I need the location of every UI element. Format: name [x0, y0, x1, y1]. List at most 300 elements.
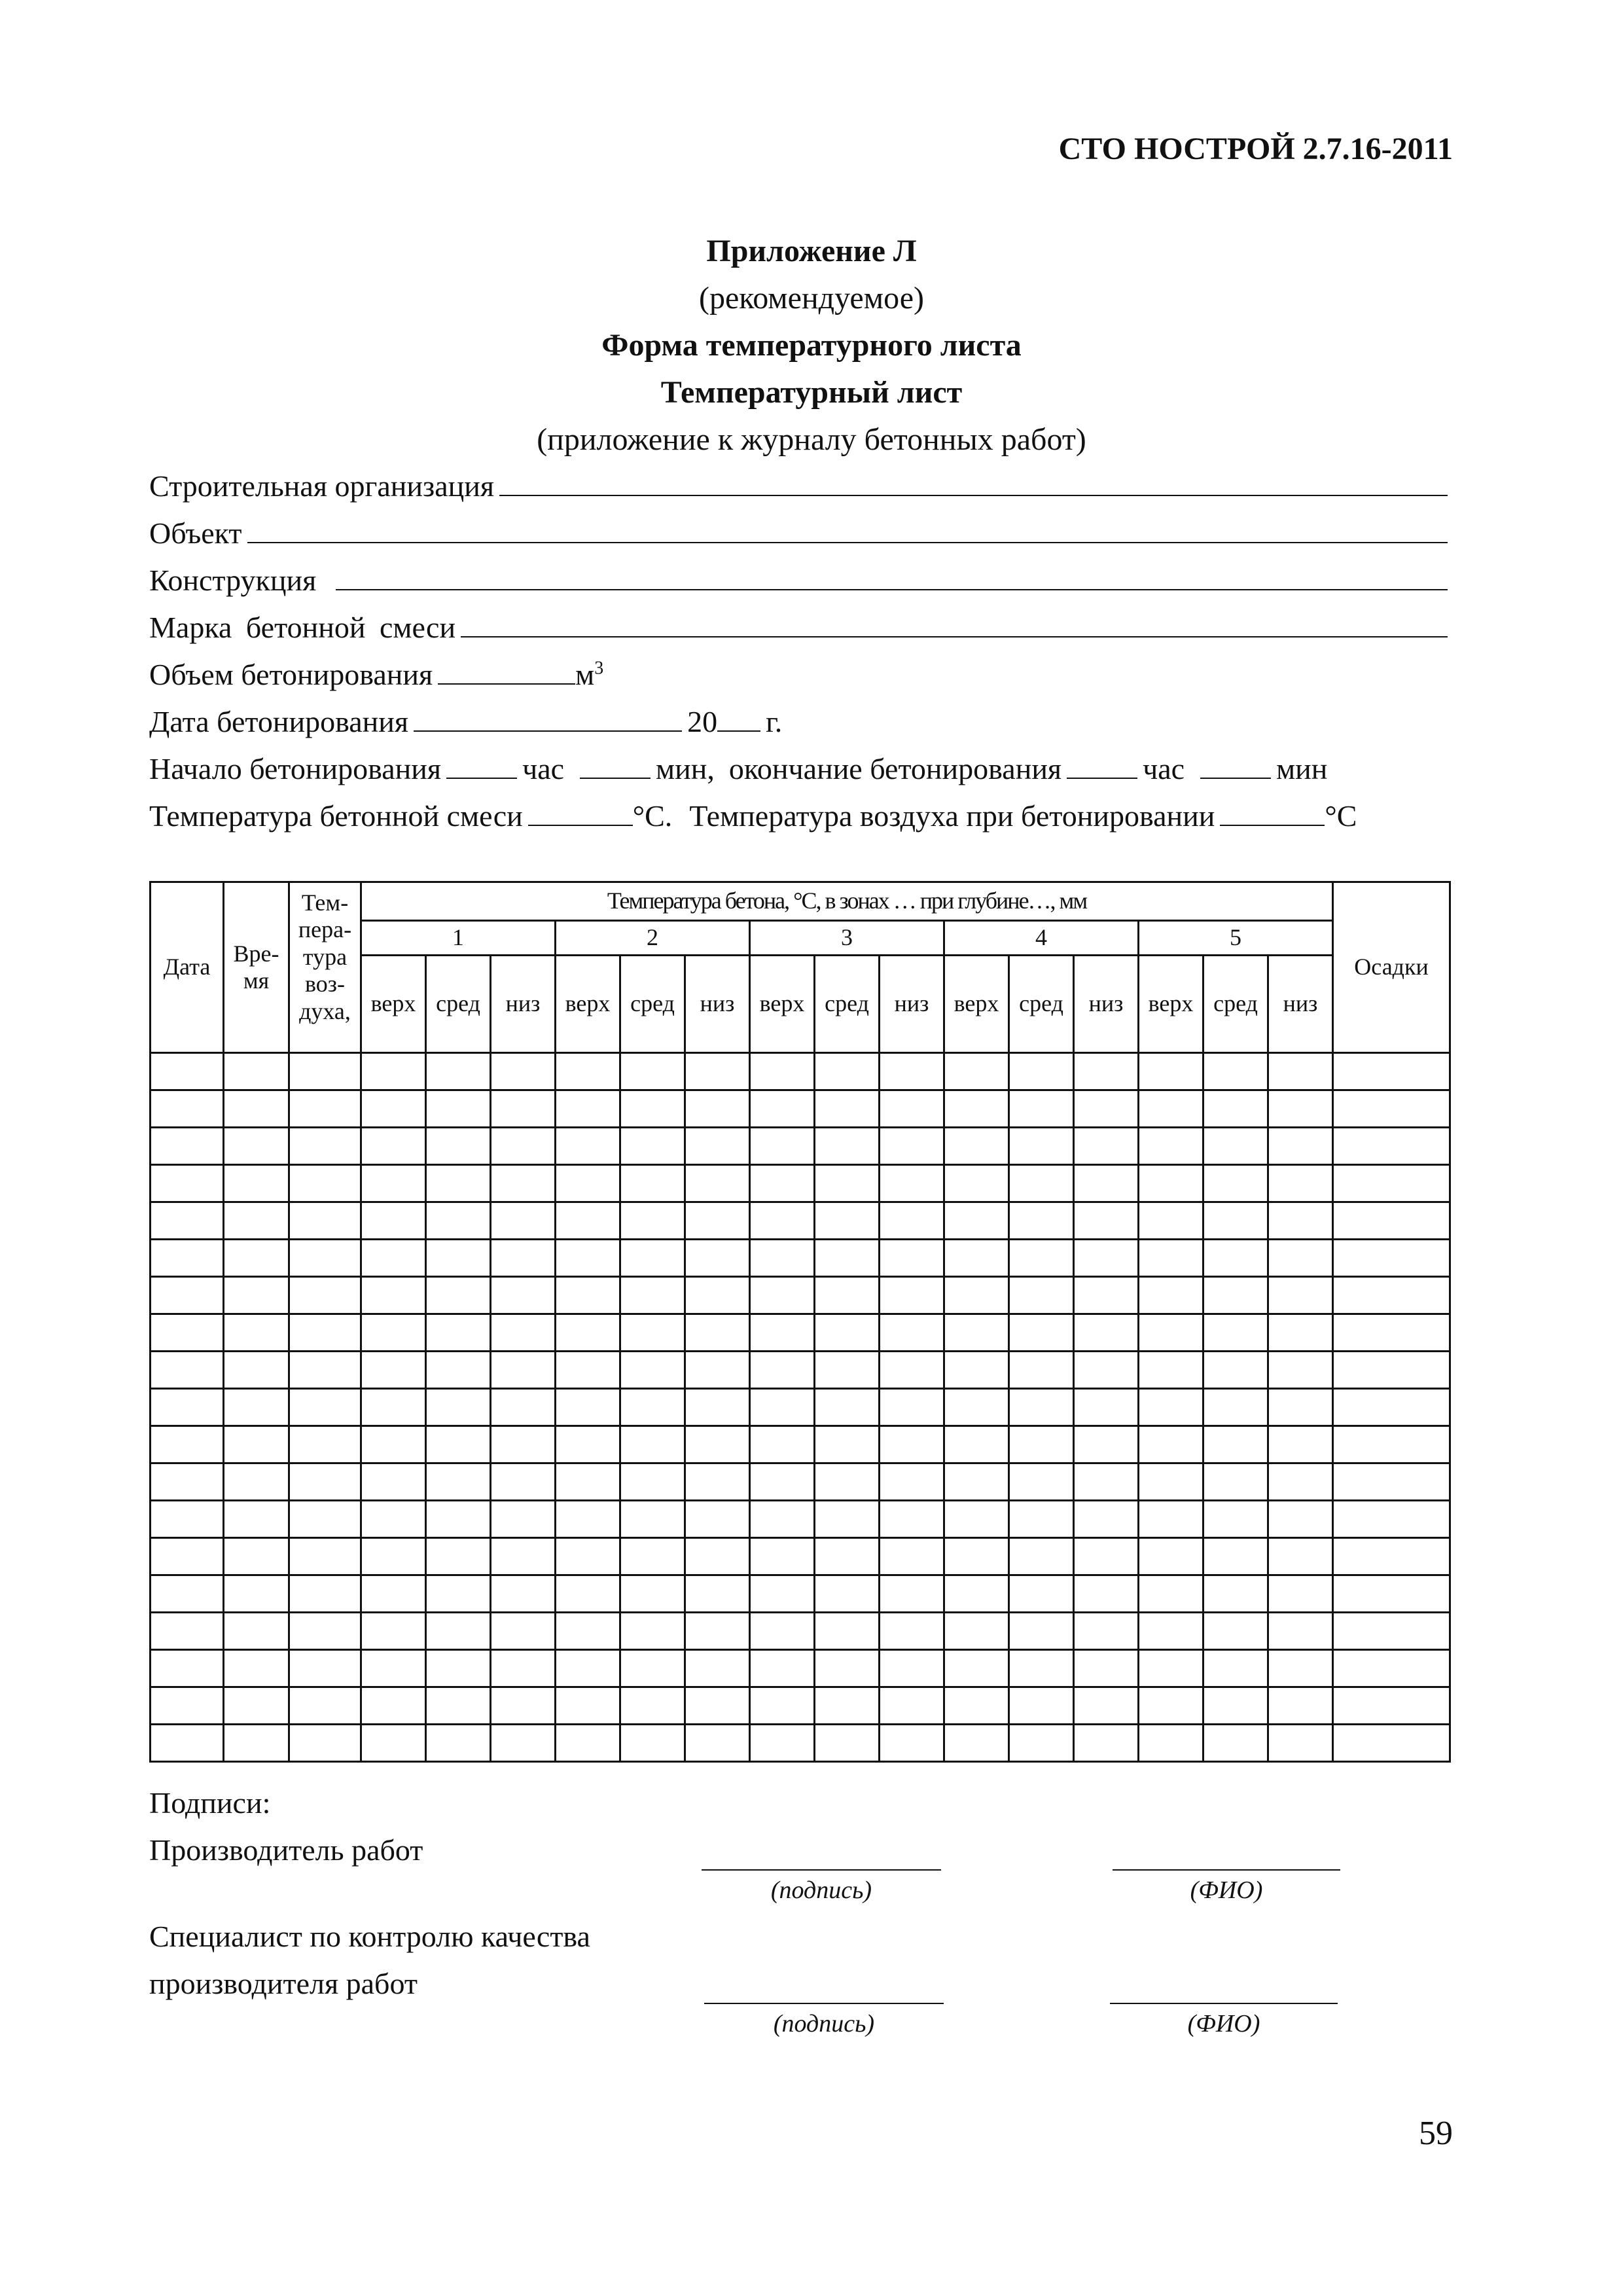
table-cell[interactable] [1268, 1090, 1333, 1128]
table-cell[interactable] [1139, 1352, 1204, 1389]
table-cell[interactable] [620, 1389, 685, 1426]
table-cell[interactable] [289, 1314, 361, 1352]
table-cell[interactable] [880, 1650, 944, 1687]
table-cell[interactable] [426, 1128, 491, 1165]
table-cell[interactable] [944, 1352, 1009, 1389]
table-cell[interactable] [685, 1165, 750, 1202]
table-cell[interactable] [361, 1426, 426, 1463]
table-cell[interactable] [224, 1202, 289, 1240]
table-cell[interactable] [426, 1687, 491, 1725]
table-cell[interactable] [1204, 1725, 1268, 1762]
table-cell[interactable] [880, 1725, 944, 1762]
table-cell[interactable] [750, 1538, 815, 1575]
table-cell[interactable] [224, 1090, 289, 1128]
table-cell[interactable] [685, 1053, 750, 1090]
table-cell[interactable] [289, 1463, 361, 1501]
foreman-name-line[interactable] [1113, 1869, 1340, 1871]
table-cell[interactable] [491, 1053, 556, 1090]
table-cell[interactable] [361, 1277, 426, 1314]
table-cell[interactable] [1204, 1165, 1268, 1202]
table-cell[interactable] [815, 1501, 880, 1538]
table-cell[interactable] [1204, 1426, 1268, 1463]
table-cell[interactable] [944, 1202, 1009, 1240]
table-cell[interactable] [880, 1501, 944, 1538]
table-cell[interactable] [361, 1501, 426, 1538]
table-cell[interactable] [224, 1538, 289, 1575]
table-cell[interactable] [224, 1463, 289, 1501]
table-cell[interactable] [289, 1053, 361, 1090]
table-cell[interactable] [944, 1389, 1009, 1426]
table-cell[interactable] [685, 1128, 750, 1165]
table-cell[interactable] [620, 1650, 685, 1687]
construction-field[interactable] [336, 563, 1448, 590]
table-cell[interactable] [1009, 1538, 1074, 1575]
table-cell[interactable] [1333, 1613, 1450, 1650]
table-cell[interactable] [685, 1687, 750, 1725]
table-cell[interactable] [289, 1165, 361, 1202]
table-cell[interactable] [685, 1501, 750, 1538]
table-cell[interactable] [750, 1575, 815, 1613]
table-cell[interactable] [224, 1314, 289, 1352]
table-cell[interactable] [491, 1463, 556, 1501]
table-cell[interactable] [1074, 1687, 1139, 1725]
table-cell[interactable] [815, 1538, 880, 1575]
table-cell[interactable] [1204, 1463, 1268, 1501]
table-cell[interactable] [1204, 1501, 1268, 1538]
table-cell[interactable] [1268, 1053, 1333, 1090]
table-cell[interactable] [944, 1090, 1009, 1128]
table-cell[interactable] [1074, 1613, 1139, 1650]
table-cell[interactable] [1268, 1501, 1333, 1538]
table-cell[interactable] [1074, 1128, 1139, 1165]
qc-name-line[interactable] [1110, 2003, 1338, 2004]
table-cell[interactable] [815, 1314, 880, 1352]
table-cell[interactable] [289, 1389, 361, 1426]
table-cell[interactable] [944, 1463, 1009, 1501]
table-cell[interactable] [620, 1725, 685, 1762]
table-cell[interactable] [620, 1463, 685, 1501]
table-cell[interactable] [361, 1165, 426, 1202]
table-cell[interactable] [815, 1090, 880, 1128]
table-cell[interactable] [750, 1314, 815, 1352]
table-cell[interactable] [1009, 1314, 1074, 1352]
table-cell[interactable] [556, 1613, 620, 1650]
table-cell[interactable] [1009, 1053, 1074, 1090]
table-cell[interactable] [426, 1090, 491, 1128]
table-cell[interactable] [491, 1725, 556, 1762]
table-cell[interactable] [1268, 1613, 1333, 1650]
table-cell[interactable] [685, 1240, 750, 1277]
table-cell[interactable] [944, 1650, 1009, 1687]
table-cell[interactable] [151, 1240, 224, 1277]
table-cell[interactable] [426, 1202, 491, 1240]
table-cell[interactable] [750, 1128, 815, 1165]
table-cell[interactable] [1204, 1090, 1268, 1128]
table-cell[interactable] [151, 1650, 224, 1687]
table-cell[interactable] [620, 1277, 685, 1314]
table-cell[interactable] [289, 1538, 361, 1575]
table-cell[interactable] [1009, 1202, 1074, 1240]
table-cell[interactable] [1139, 1575, 1204, 1613]
table-cell[interactable] [289, 1240, 361, 1277]
table-cell[interactable] [1268, 1240, 1333, 1277]
table-cell[interactable] [151, 1277, 224, 1314]
table-cell[interactable] [361, 1613, 426, 1650]
table-cell[interactable] [361, 1090, 426, 1128]
table-cell[interactable] [1139, 1463, 1204, 1501]
table-cell[interactable] [1268, 1389, 1333, 1426]
table-cell[interactable] [620, 1613, 685, 1650]
table-cell[interactable] [750, 1090, 815, 1128]
table-cell[interactable] [750, 1463, 815, 1501]
table-cell[interactable] [151, 1314, 224, 1352]
table-cell[interactable] [1074, 1277, 1139, 1314]
table-cell[interactable] [685, 1538, 750, 1575]
mix-temp-field[interactable] [528, 798, 633, 826]
table-cell[interactable] [556, 1501, 620, 1538]
table-cell[interactable] [151, 1463, 224, 1501]
table-cell[interactable] [289, 1202, 361, 1240]
table-cell[interactable] [1204, 1314, 1268, 1352]
table-cell[interactable] [289, 1575, 361, 1613]
table-cell[interactable] [1268, 1687, 1333, 1725]
table-cell[interactable] [1074, 1575, 1139, 1613]
table-cell[interactable] [361, 1463, 426, 1501]
table-cell[interactable] [361, 1352, 426, 1389]
table-cell[interactable] [750, 1650, 815, 1687]
table-cell[interactable] [944, 1426, 1009, 1463]
table-cell[interactable] [750, 1352, 815, 1389]
table-cell[interactable] [1268, 1575, 1333, 1613]
table-cell[interactable] [620, 1240, 685, 1277]
table-cell[interactable] [880, 1090, 944, 1128]
table-cell[interactable] [1333, 1725, 1450, 1762]
table-cell[interactable] [1333, 1090, 1450, 1128]
table-cell[interactable] [151, 1725, 224, 1762]
table-cell[interactable] [556, 1277, 620, 1314]
table-cell[interactable] [151, 1053, 224, 1090]
table-cell[interactable] [1204, 1687, 1268, 1725]
table-cell[interactable] [1333, 1501, 1450, 1538]
table-cell[interactable] [361, 1538, 426, 1575]
table-cell[interactable] [491, 1202, 556, 1240]
table-cell[interactable] [1204, 1053, 1268, 1090]
table-cell[interactable] [880, 1352, 944, 1389]
table-cell[interactable] [685, 1575, 750, 1613]
table-cell[interactable] [750, 1240, 815, 1277]
table-cell[interactable] [1333, 1277, 1450, 1314]
table-cell[interactable] [556, 1389, 620, 1426]
table-cell[interactable] [426, 1501, 491, 1538]
table-cell[interactable] [1333, 1053, 1450, 1090]
table-cell[interactable] [491, 1575, 556, 1613]
table-cell[interactable] [880, 1538, 944, 1575]
table-cell[interactable] [289, 1650, 361, 1687]
table-cell[interactable] [815, 1575, 880, 1613]
table-cell[interactable] [1139, 1389, 1204, 1426]
table-cell[interactable] [491, 1538, 556, 1575]
table-cell[interactable] [685, 1202, 750, 1240]
table-cell[interactable] [491, 1687, 556, 1725]
table-cell[interactable] [620, 1165, 685, 1202]
table-cell[interactable] [685, 1090, 750, 1128]
table-cell[interactable] [151, 1090, 224, 1128]
table-cell[interactable] [620, 1053, 685, 1090]
table-cell[interactable] [1204, 1650, 1268, 1687]
table-cell[interactable] [426, 1426, 491, 1463]
table-cell[interactable] [151, 1128, 224, 1165]
table-cell[interactable] [1333, 1202, 1450, 1240]
table-cell[interactable] [1333, 1426, 1450, 1463]
table-cell[interactable] [556, 1463, 620, 1501]
table-cell[interactable] [1139, 1090, 1204, 1128]
table-cell[interactable] [1139, 1501, 1204, 1538]
table-cell[interactable] [556, 1090, 620, 1128]
table-cell[interactable] [944, 1501, 1009, 1538]
table-cell[interactable] [1009, 1463, 1074, 1501]
table-cell[interactable] [224, 1575, 289, 1613]
table-cell[interactable] [1333, 1389, 1450, 1426]
table-cell[interactable] [224, 1053, 289, 1090]
table-cell[interactable] [1268, 1725, 1333, 1762]
table-cell[interactable] [1074, 1389, 1139, 1426]
table-cell[interactable] [685, 1613, 750, 1650]
table-cell[interactable] [1139, 1128, 1204, 1165]
table-cell[interactable] [1139, 1650, 1204, 1687]
table-cell[interactable] [1139, 1240, 1204, 1277]
table-cell[interactable] [289, 1687, 361, 1725]
table-cell[interactable] [151, 1538, 224, 1575]
table-cell[interactable] [1333, 1538, 1450, 1575]
table-cell[interactable] [1204, 1202, 1268, 1240]
table-cell[interactable] [426, 1165, 491, 1202]
table-cell[interactable] [1009, 1426, 1074, 1463]
date-field[interactable] [414, 704, 682, 732]
table-cell[interactable] [1074, 1240, 1139, 1277]
table-cell[interactable] [556, 1650, 620, 1687]
table-cell[interactable] [1204, 1128, 1268, 1165]
table-cell[interactable] [1333, 1128, 1450, 1165]
table-cell[interactable] [224, 1352, 289, 1389]
table-cell[interactable] [426, 1314, 491, 1352]
table-cell[interactable] [1074, 1314, 1139, 1352]
table-cell[interactable] [750, 1426, 815, 1463]
table-cell[interactable] [1204, 1277, 1268, 1314]
end-hour-field[interactable] [1067, 751, 1137, 779]
table-cell[interactable] [1268, 1314, 1333, 1352]
table-cell[interactable] [944, 1165, 1009, 1202]
table-cell[interactable] [815, 1725, 880, 1762]
table-cell[interactable] [1009, 1090, 1074, 1128]
table-cell[interactable] [1074, 1650, 1139, 1687]
volume-field[interactable] [438, 657, 575, 685]
table-cell[interactable] [1074, 1090, 1139, 1128]
table-cell[interactable] [361, 1725, 426, 1762]
start-hour-field[interactable] [446, 751, 517, 779]
table-cell[interactable] [620, 1426, 685, 1463]
table-cell[interactable] [944, 1128, 1009, 1165]
table-cell[interactable] [426, 1389, 491, 1426]
table-cell[interactable] [750, 1613, 815, 1650]
table-cell[interactable] [1074, 1053, 1139, 1090]
table-cell[interactable] [620, 1090, 685, 1128]
table-cell[interactable] [224, 1165, 289, 1202]
table-cell[interactable] [224, 1240, 289, 1277]
table-cell[interactable] [685, 1314, 750, 1352]
table-cell[interactable] [1204, 1389, 1268, 1426]
table-cell[interactable] [1009, 1352, 1074, 1389]
table-cell[interactable] [151, 1202, 224, 1240]
table-cell[interactable] [556, 1165, 620, 1202]
table-cell[interactable] [426, 1650, 491, 1687]
table-cell[interactable] [151, 1575, 224, 1613]
table-cell[interactable] [224, 1650, 289, 1687]
table-cell[interactable] [426, 1240, 491, 1277]
table-cell[interactable] [815, 1650, 880, 1687]
table-cell[interactable] [224, 1128, 289, 1165]
table-cell[interactable] [1333, 1352, 1450, 1389]
table-cell[interactable] [1009, 1613, 1074, 1650]
table-cell[interactable] [815, 1613, 880, 1650]
table-cell[interactable] [620, 1538, 685, 1575]
table-cell[interactable] [361, 1650, 426, 1687]
table-cell[interactable] [426, 1725, 491, 1762]
table-cell[interactable] [1268, 1538, 1333, 1575]
table-cell[interactable] [289, 1277, 361, 1314]
table-cell[interactable] [556, 1314, 620, 1352]
table-cell[interactable] [1204, 1240, 1268, 1277]
table-cell[interactable] [1074, 1725, 1139, 1762]
table-cell[interactable] [750, 1501, 815, 1538]
table-cell[interactable] [1139, 1277, 1204, 1314]
table-cell[interactable] [426, 1277, 491, 1314]
table-cell[interactable] [880, 1277, 944, 1314]
table-cell[interactable] [815, 1426, 880, 1463]
table-cell[interactable] [1333, 1463, 1450, 1501]
table-cell[interactable] [815, 1277, 880, 1314]
table-cell[interactable] [1139, 1165, 1204, 1202]
table-cell[interactable] [361, 1575, 426, 1613]
table-cell[interactable] [944, 1053, 1009, 1090]
table-cell[interactable] [224, 1687, 289, 1725]
table-cell[interactable] [224, 1426, 289, 1463]
table-cell[interactable] [491, 1352, 556, 1389]
table-cell[interactable] [620, 1575, 685, 1613]
table-cell[interactable] [491, 1314, 556, 1352]
table-cell[interactable] [1009, 1575, 1074, 1613]
table-cell[interactable] [944, 1240, 1009, 1277]
table-cell[interactable] [1074, 1538, 1139, 1575]
table-cell[interactable] [556, 1240, 620, 1277]
table-cell[interactable] [944, 1314, 1009, 1352]
org-field[interactable] [499, 469, 1448, 496]
table-cell[interactable] [1204, 1538, 1268, 1575]
table-cell[interactable] [556, 1575, 620, 1613]
table-cell[interactable] [1139, 1613, 1204, 1650]
table-cell[interactable] [1009, 1165, 1074, 1202]
table-cell[interactable] [815, 1463, 880, 1501]
table-cell[interactable] [361, 1240, 426, 1277]
table-cell[interactable] [815, 1240, 880, 1277]
table-cell[interactable] [491, 1165, 556, 1202]
table-cell[interactable] [151, 1165, 224, 1202]
table-cell[interactable] [944, 1277, 1009, 1314]
table-cell[interactable] [289, 1501, 361, 1538]
table-cell[interactable] [685, 1650, 750, 1687]
table-cell[interactable] [1333, 1314, 1450, 1352]
table-cell[interactable] [685, 1426, 750, 1463]
table-cell[interactable] [620, 1128, 685, 1165]
table-cell[interactable] [224, 1501, 289, 1538]
qc-sign-line[interactable] [704, 2003, 944, 2004]
table-cell[interactable] [556, 1725, 620, 1762]
table-cell[interactable] [1009, 1725, 1074, 1762]
table-cell[interactable] [815, 1053, 880, 1090]
table-cell[interactable] [620, 1314, 685, 1352]
table-cell[interactable] [880, 1613, 944, 1650]
table-cell[interactable] [944, 1613, 1009, 1650]
table-cell[interactable] [151, 1352, 224, 1389]
table-cell[interactable] [491, 1389, 556, 1426]
table-cell[interactable] [685, 1463, 750, 1501]
table-cell[interactable] [1074, 1463, 1139, 1501]
table-cell[interactable] [1333, 1240, 1450, 1277]
table-cell[interactable] [1139, 1314, 1204, 1352]
table-cell[interactable] [815, 1352, 880, 1389]
table-cell[interactable] [750, 1687, 815, 1725]
table-cell[interactable] [880, 1128, 944, 1165]
table-cell[interactable] [620, 1352, 685, 1389]
table-cell[interactable] [1139, 1538, 1204, 1575]
table-cell[interactable] [1333, 1650, 1450, 1687]
table-cell[interactable] [224, 1613, 289, 1650]
table-cell[interactable] [1268, 1352, 1333, 1389]
table-cell[interactable] [556, 1426, 620, 1463]
start-min-field[interactable] [580, 751, 651, 779]
table-cell[interactable] [1333, 1687, 1450, 1725]
table-cell[interactable] [685, 1352, 750, 1389]
table-cell[interactable] [361, 1687, 426, 1725]
table-cell[interactable] [815, 1165, 880, 1202]
table-cell[interactable] [556, 1538, 620, 1575]
table-cell[interactable] [556, 1352, 620, 1389]
table-cell[interactable] [361, 1314, 426, 1352]
table-cell[interactable] [880, 1575, 944, 1613]
table-cell[interactable] [750, 1165, 815, 1202]
table-cell[interactable] [426, 1613, 491, 1650]
table-cell[interactable] [556, 1053, 620, 1090]
table-cell[interactable] [556, 1202, 620, 1240]
table-cell[interactable] [1139, 1725, 1204, 1762]
table-cell[interactable] [750, 1725, 815, 1762]
table-cell[interactable] [289, 1725, 361, 1762]
table-cell[interactable] [426, 1575, 491, 1613]
table-cell[interactable] [1204, 1352, 1268, 1389]
table-cell[interactable] [1268, 1277, 1333, 1314]
table-cell[interactable] [1139, 1053, 1204, 1090]
table-cell[interactable] [289, 1128, 361, 1165]
table-cell[interactable] [880, 1687, 944, 1725]
table-cell[interactable] [491, 1613, 556, 1650]
table-cell[interactable] [815, 1687, 880, 1725]
table-cell[interactable] [1204, 1613, 1268, 1650]
table-cell[interactable] [1074, 1202, 1139, 1240]
table-cell[interactable] [1268, 1165, 1333, 1202]
table-cell[interactable] [750, 1389, 815, 1426]
table-cell[interactable] [620, 1501, 685, 1538]
table-cell[interactable] [1204, 1575, 1268, 1613]
table-cell[interactable] [151, 1389, 224, 1426]
